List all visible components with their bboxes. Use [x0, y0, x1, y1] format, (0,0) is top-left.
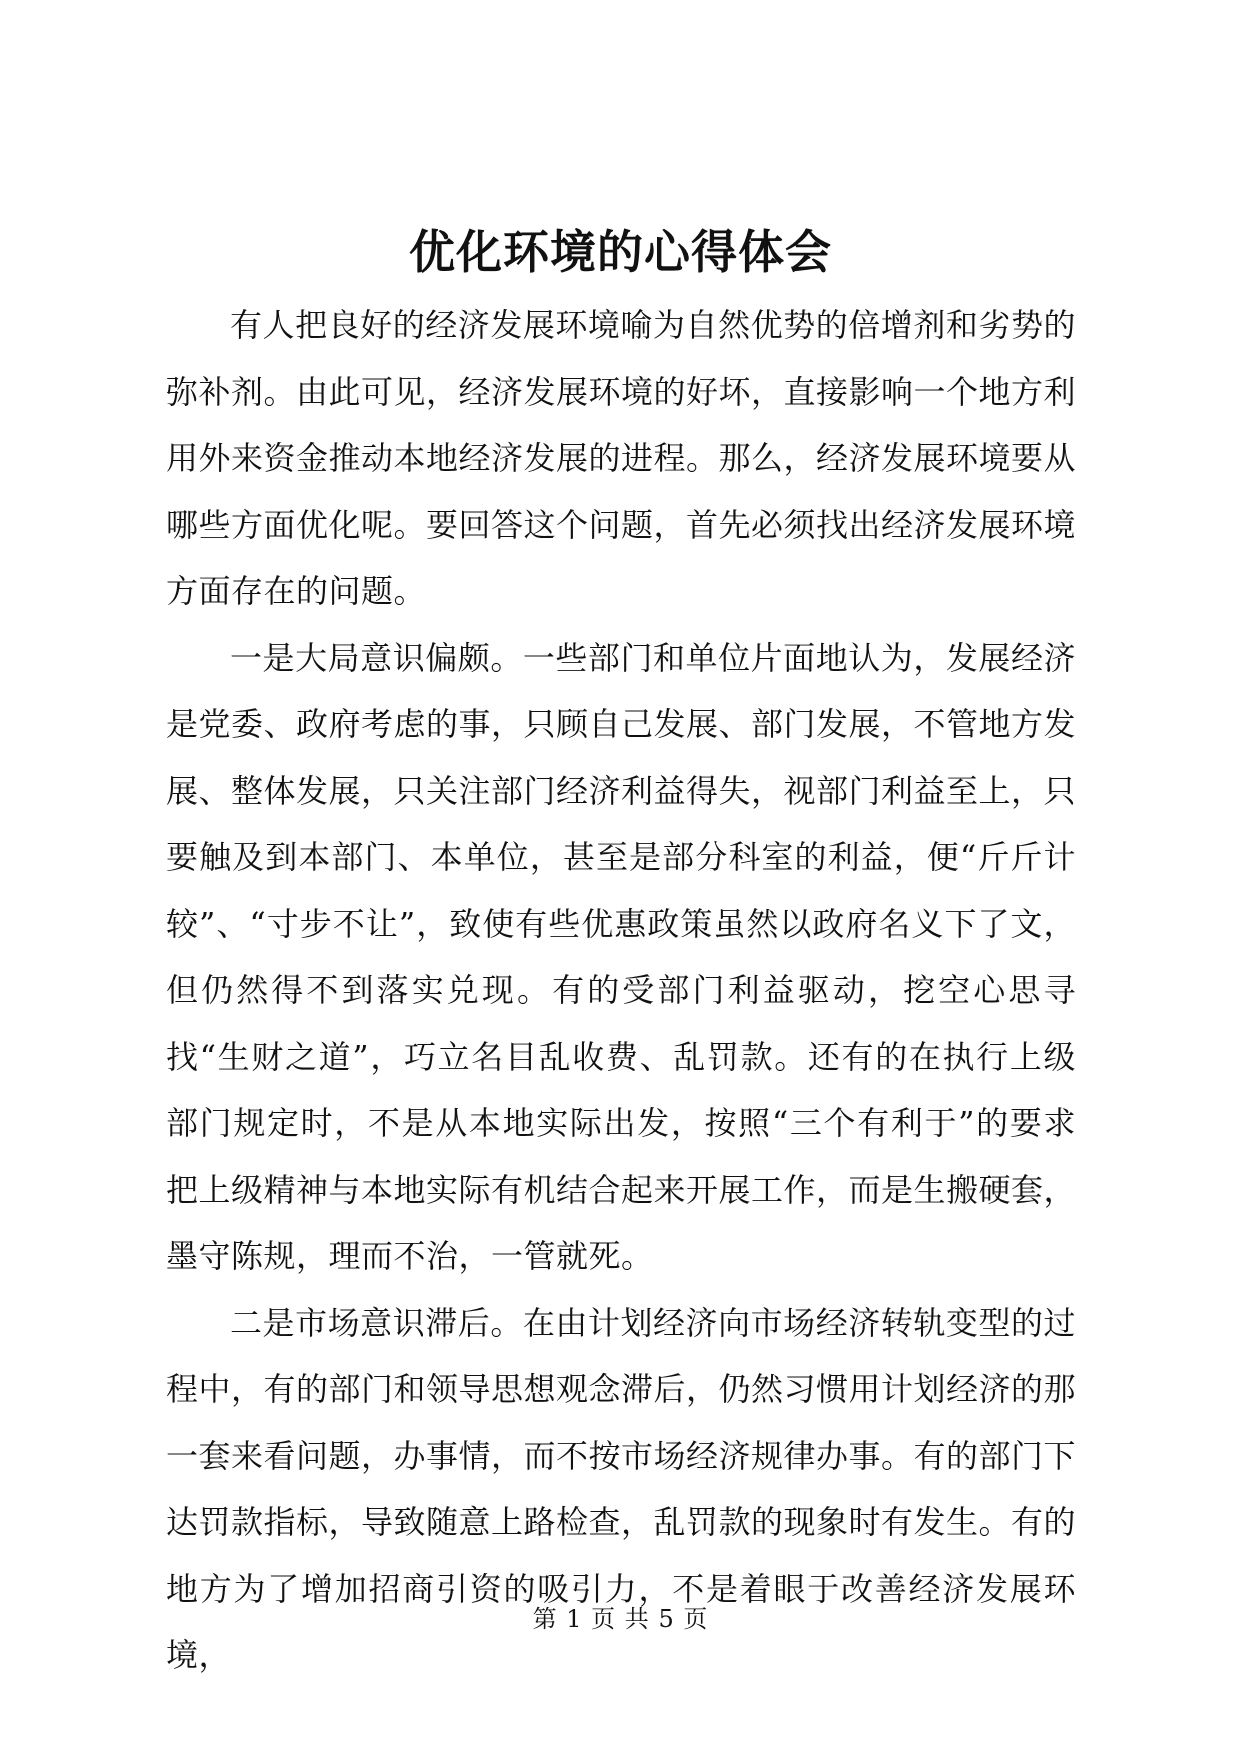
document-title: 优化环境的心得体会	[409, 225, 832, 279]
page-number-footer: 第 1 页 共 5 页	[532, 1605, 709, 1633]
paragraph-intro: 有人把良好的经济发展环境喻为自然优势的倍增剂和劣势的弥补剂。由此可见，经济发展环境的好坏，直接影响一个地方利用外来资金推动本地经济发展的进程。那么，经济发展环境要从哪些方面优化呢。要回答这个问题，首先必须找出经济发展环境方面存在的问题。	[166, 306, 1077, 610]
paragraph-point-one: 一是大局意识偏颇。一些部门和单位片面地认为，发展经济是党委、政府考虑的事，只顾自己发展、部门发展，不管地方发展、整体发展，只关注部门经济利益得失，视部门利益至上，只要触及到本部门、本单位，甚至是部分科室的利益，便“斤斤计较”、“寸步不让”，致使有些优惠政策虽然以政府名义下了文，但仍然得不到落实兑现。有的受部门利益驱动，挖空心思寻找“生财之道”，巧立名目乱收费、乱罚款。还有的在执行上级部门规定时，不是从本地实际出发，按照“三个有利于”的要求把上级精神与本地实际有机结合起来开展工作，而是生搬硬套，墨守陈规，理而不治，一管就死。	[166, 638, 1077, 1275]
paragraph-point-two: 二是市场意识滞后。在由计划经济向市场经济转轨变型的过程中，有的部门和领导思想观念滞后，仍然习惯用计划经济的那一套来看问题，办事情，而不按市场经济规律办事。有的部门下达罚款指标，导致随意上路检查，乱罚款的现象时有发生。有的地方为了增加招商引资的吸引力，不是着眼于改善经济发展环境，	[166, 1303, 1077, 1674]
document-body	[166, 292, 1076, 1689]
